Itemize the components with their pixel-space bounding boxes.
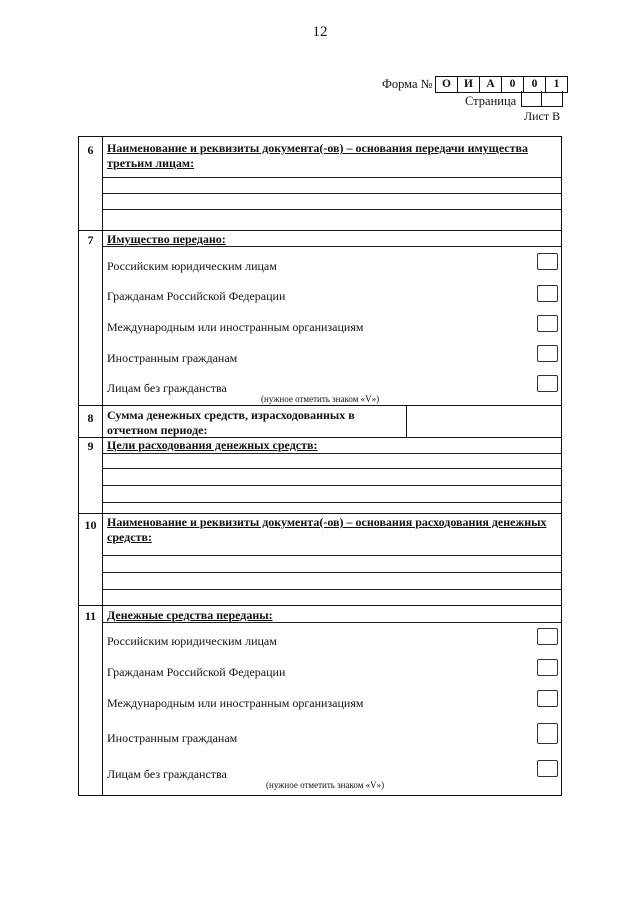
entry-line[interactable] [103,177,561,178]
checkbox-note: (нужное отметить знаком «V») [266,780,385,790]
form-code-cell: 0 [502,77,524,92]
section-title: Сумма денежных средств, израсходованных в отчетном периоде: [107,408,355,437]
section-number: 8 [87,411,94,425]
section-title: Денежные средства переданы: [107,608,273,622]
entry-line[interactable] [103,589,561,590]
entry-line [103,246,561,247]
recipient-label: Лицам без гражданства [107,767,227,781]
section-number: 11 [84,609,97,623]
entry-line[interactable] [103,468,561,469]
section-number: 9 [87,439,94,453]
recipient-checkbox[interactable] [537,723,558,744]
recipient-label: Лицам без гражданства [107,381,227,395]
recipient-label: Российским юридическим лицам [107,259,277,273]
recipient-label: Международным или иностранным организациям [107,696,364,710]
recipient-label: Иностранным гражданам [107,731,238,745]
entry-line[interactable] [103,502,561,503]
entry-line[interactable] [103,555,561,556]
recipient-label: Иностранным гражданам [107,351,238,365]
row-divider [79,513,561,514]
recipient-checkbox[interactable] [537,285,558,302]
recipient-label: Гражданам Российской Федерации [107,289,286,303]
section-title: Наименование и реквизиты документа(-ов) – основания расходования денежных средств: [107,515,547,544]
form-code-cell: 1 [553,78,560,90]
entry-line[interactable] [103,453,561,454]
form-code-cell: О [436,77,458,92]
page-number: 12 [312,24,328,40]
recipient-checkbox[interactable] [537,760,558,777]
recipient-checkbox[interactable] [537,253,558,270]
form-code-cell: 0 [524,77,546,92]
section-number: 6 [87,143,94,157]
recipient-checkbox[interactable] [537,375,558,392]
page-number-field[interactable] [521,91,563,107]
entry-line[interactable] [103,209,561,210]
recipient-label: Российским юридическим лицам [107,634,277,648]
recipient-checkbox[interactable] [537,315,558,332]
recipient-label: Международным или иностранным организациям [107,320,364,334]
section-title: Цели расходования денежных средств: [107,438,318,452]
form-code-cell: А [480,77,502,92]
entry-line[interactable] [103,485,561,486]
section-number: 7 [87,233,94,247]
recipient-checkbox[interactable] [537,659,558,676]
entry-line[interactable] [103,572,561,573]
row-divider [79,230,561,231]
entry-line[interactable] [103,193,561,194]
page-label: Страница [465,94,517,108]
section-title: Наименование и реквизиты документа(-ов) – основания передачи имущества третьим лицам: [107,141,528,170]
recipient-checkbox[interactable] [537,345,558,362]
recipient-checkbox[interactable] [537,690,558,707]
form-code-cell: И [458,77,480,92]
column-divider [102,137,103,795]
recipient-label: Гражданам Российской Федерации [107,665,286,679]
row-divider [79,605,561,606]
form-table [78,136,562,796]
entry-line [103,622,561,623]
section-title: Имущество передано: [107,232,226,246]
section-number: 10 [84,518,97,532]
checkbox-note: (нужное отметить знаком «V») [261,394,380,404]
sheet-label: Лист В [524,109,561,123]
amount-field[interactable] [407,406,562,437]
recipient-checkbox[interactable] [537,628,558,645]
form-number-label: Форма № [382,77,433,91]
